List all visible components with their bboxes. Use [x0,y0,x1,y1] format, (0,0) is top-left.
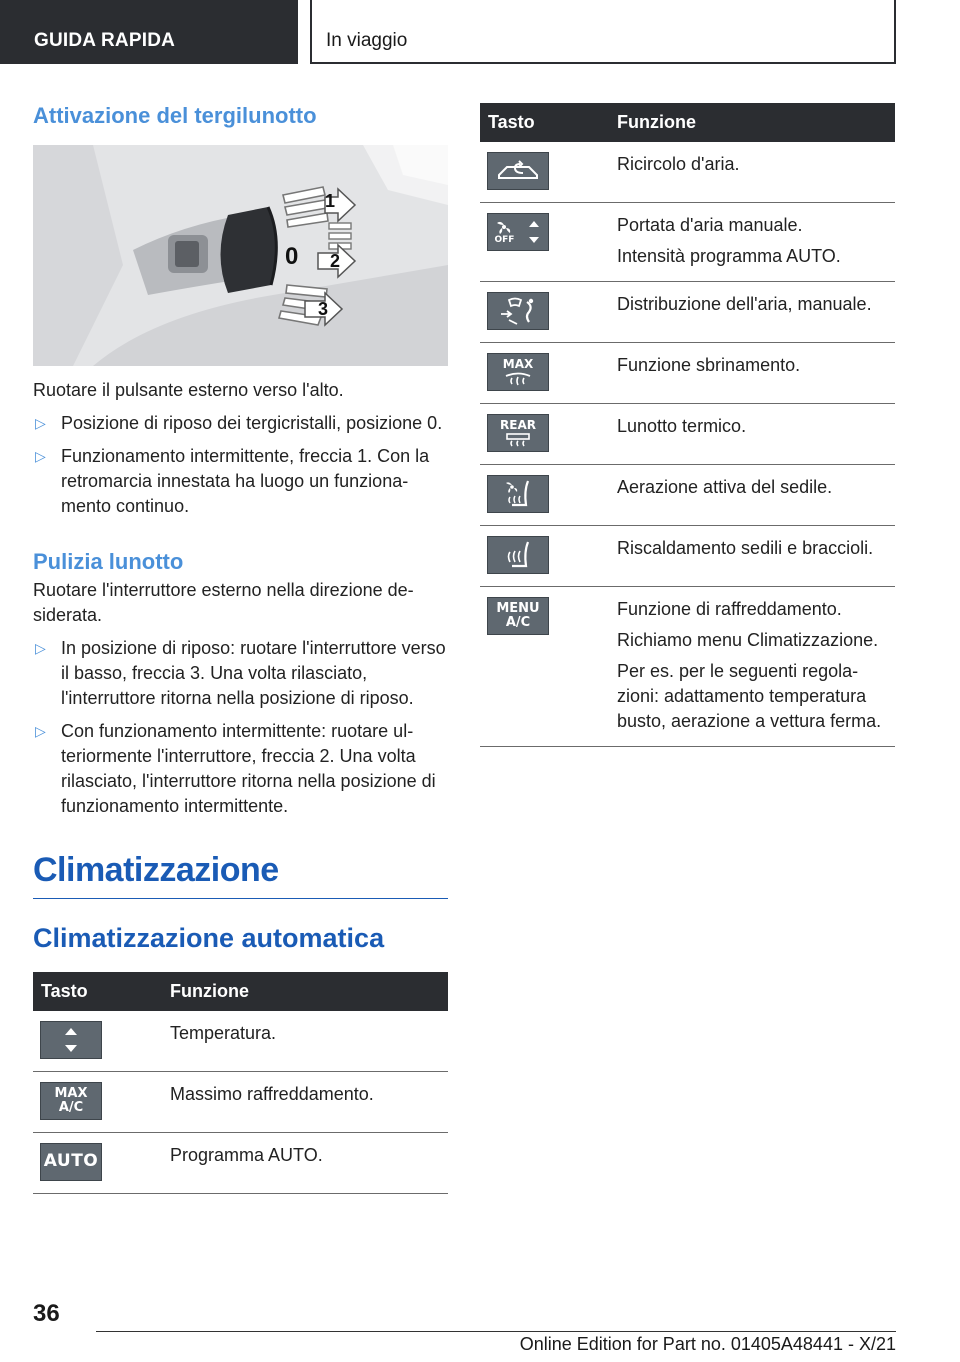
triangle-bullet-icon: ▷ [35,639,46,656]
table-row: Distribuzione dell'aria, manuale. [480,282,895,343]
wiper-stalk-drawing [33,145,448,366]
climate-title: Climatizzazione [33,850,279,889]
temperature-updown-icon [40,1021,102,1059]
table-row: Aerazione attiva del sedile. [480,465,895,526]
title-rule [33,898,448,899]
table-row: AUTO Programma AUTO. [33,1132,448,1193]
rear-wash-list [33,636,448,819]
table-row: Riscaldamento sedili e braccioli. [480,526,895,587]
fan-off-updown-icon: OFF [487,213,549,251]
edition-note: Online Edition for Part no. 01405A48441 - X/21 [519,1334,896,1354]
page-header [0,0,960,66]
left-column [33,98,448,1194]
table-row: MENU A/C Funzione di raffreddamento. Richiamo menu Climatizzazione. Per es. per le seguenti regola-zioni: adattamento temperatura busto, aerazione a vettura ferma. [480,587,895,747]
triangle-bullet-icon: ▷ [35,415,46,432]
table-row: Ricircolo d'aria. [480,142,895,203]
list-item: ▷ In posizione di riposo: ruotare l'interruttore verso il basso, freccia 3. Una volta rilasciato, l'interruttore ritorna nella posizione di riposo. [35,637,446,708]
list-item: ▷ Funzionamento intermittente, freccia 1. Con la retromarcia innestata ha luogo un funziona-mento continuo. [35,446,430,517]
section-label: GUIDA RAPIDA [0,0,298,64]
seat-ventilation-icon [487,475,549,513]
triangle-bullet-icon: ▷ [35,722,46,739]
climate-table-right [480,103,895,747]
list-item: ▷ Con funzionamento intermittente: ruotare ul-teriormente l'interruttore, freccia 2. Una volta rilasciato, l'interruttore ritorna nella posizione di funzionamento intermittente. [35,720,436,816]
arrow-label-1: 1 [325,191,336,212]
table-header-row [33,972,448,1011]
triangle-bullet-icon: ▷ [35,448,46,465]
air-distribution-icon [487,292,549,330]
rear-wash-title: Pulizia lunotto [33,549,184,575]
table-row: MAX A/C Massimo raffreddamento. [33,1071,448,1132]
arrow-label-3: 3 [318,299,329,320]
rear-wiper-title: Attivazione del tergilunotto [33,103,317,128]
footer-rule [96,1331,896,1332]
max-ac-icon: MAX A/C [40,1082,102,1120]
col-function-header: Funzione [617,103,895,142]
col-key-header: Tasto [480,103,617,142]
table-row: OFF Portata d'aria manuale. Intensità programma AUTO. [480,203,895,282]
position-label-0: 0 [285,243,299,271]
arrow-label-2: 2 [330,251,341,272]
rear-wiper-intro: Ruotare il pulsante esterno verso l'alto. [33,380,344,401]
table-row: MAX Funzione sbrinamento. [480,343,895,404]
table-row: Temperatura. [33,1011,448,1072]
auto-climate-title: Climatizzazione automatica [33,922,385,953]
page-number: 36 [33,1300,60,1327]
menu-ac-icon: MENU A/C [487,597,549,635]
wiper-stalk-illustration [33,145,448,366]
right-column [480,103,895,747]
rear-defrost-icon: REAR [487,414,549,452]
max-defrost-icon: MAX [487,353,549,391]
list-item: ▷ Posizione di riposo dei tergicristalli, posizione 0. [33,411,448,436]
col-key-header: Tasto [33,972,170,1011]
seat-heating-icon [487,536,549,574]
rear-wiper-list [33,411,448,519]
auto-icon: AUTO [40,1143,102,1181]
rear-wash-intro: Ruotare l'interruttore esterno nella direzione de-siderata. [33,579,414,625]
table-header-row [480,103,895,142]
air-recirculation-icon [487,152,549,190]
table-row: REAR Lunotto termico. [480,404,895,465]
chapter-label: In viaggio [310,0,896,64]
climate-table-left [33,972,448,1194]
col-function-header: Funzione [170,972,448,1011]
